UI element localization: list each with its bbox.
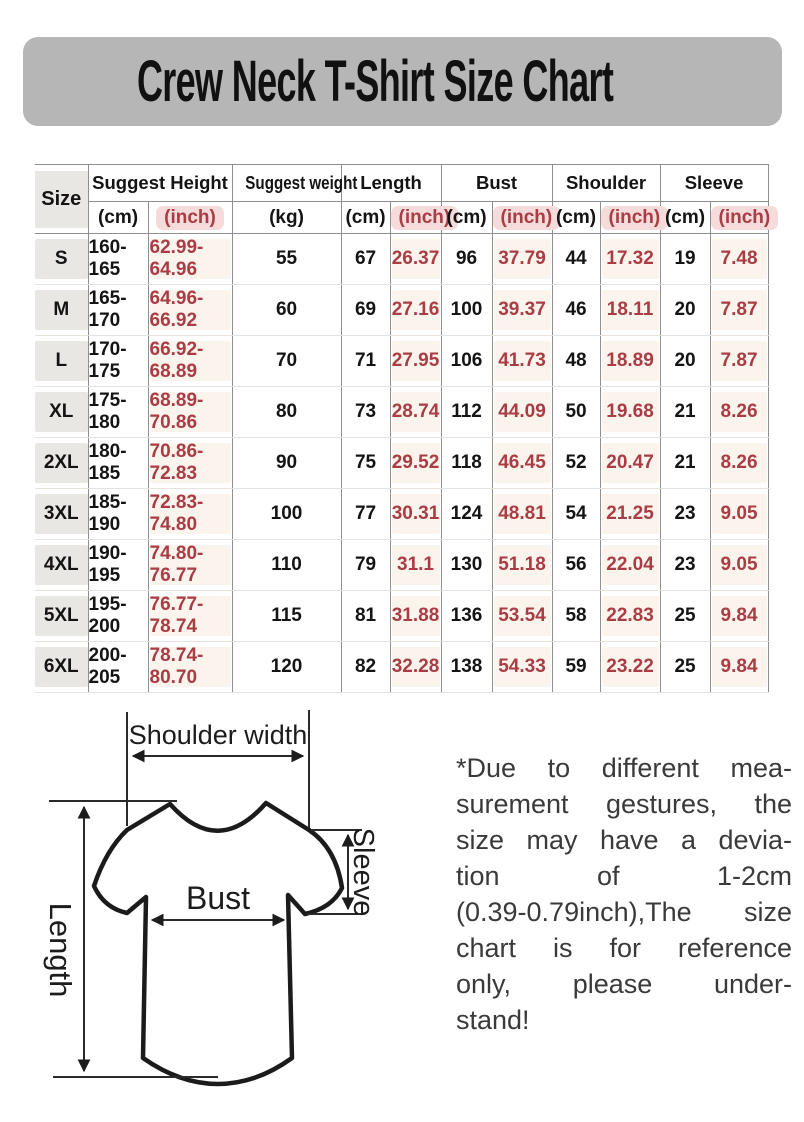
sleeve-inch-cell: 8.26 [710,387,768,438]
length-cm-cell: 73 [341,387,390,438]
length-inch-cell: 26.37 [390,234,441,285]
shoulder-cm-cell: 54 [552,489,600,540]
tshirt-outline [94,803,342,1084]
sleeve-inch-cell: 9.84 [710,642,768,693]
length-cm-cell: 81 [341,591,390,642]
shoulder-inch-cell: 18.11 [600,285,660,336]
height-inch-cell: 76.77-78.74 [148,591,232,642]
length-inch-cell: 31.1 [390,540,441,591]
bust-inch-cell: 51.18 [492,540,552,591]
length-cm-cell: 71 [341,336,390,387]
page-title: Crew Neck T-Shirt Size Chart [136,49,614,114]
height-inch-cell: 68.89-70.86 [148,387,232,438]
size-table-row [35,234,768,285]
table-units-row [35,202,768,234]
unit-cm: (cm) [88,202,148,234]
note-line: only, please under- [456,969,792,999]
length-inch-cell: 32.28 [390,642,441,693]
size-table-row [35,438,768,489]
sleeve-cm-cell: 19 [660,234,710,285]
bust-cm-cell: 100 [441,285,492,336]
length-inch-cell: 27.95 [390,336,441,387]
column-header-shoulder: Shoulder [552,165,660,202]
height-cm-cell: 195-200 [88,591,148,642]
length-inch-cell: 27.16 [390,285,441,336]
unit-inch: (inch) [600,202,660,234]
height-inch-cell: 70.86-72.83 [148,438,232,489]
sleeve-cm-cell: 25 [660,642,710,693]
height-inch-cell: 74.80-76.77 [148,540,232,591]
unit-cm: (cm) [660,202,710,234]
note-line: stand! [456,1005,530,1035]
shoulder-inch-cell: 23.22 [600,642,660,693]
unit-inch: (inch) [390,202,441,234]
title-banner [23,37,782,126]
bust-cm-cell: 138 [441,642,492,693]
bust-cm-cell: 112 [441,387,492,438]
sleeve-cm-cell: 21 [660,438,710,489]
length-inch-cell: 31.88 [390,591,441,642]
bust-inch-cell: 44.09 [492,387,552,438]
shoulder-cm-cell: 50 [552,387,600,438]
shoulder-inch-cell: 20.47 [600,438,660,489]
unit-cm: (cm) [552,202,600,234]
weight-kg-cell: 80 [232,387,341,438]
height-cm-cell: 185-190 [88,489,148,540]
measurement-note [456,750,792,1038]
diagram-label-sleeve: Sleeve [347,827,379,917]
height-inch-cell: 72.83-74.80 [148,489,232,540]
weight-kg-cell: 55 [232,234,341,285]
diagram-label-length: Length [43,902,78,998]
size-label-cell: 2XL [35,438,88,489]
shoulder-inch-cell: 22.04 [600,540,660,591]
height-inch-cell: 62.99-64.96 [148,234,232,285]
length-cm-cell: 77 [341,489,390,540]
weight-kg-cell: 115 [232,591,341,642]
weight-kg-cell: 110 [232,540,341,591]
bust-inch-cell: 41.73 [492,336,552,387]
size-table-row [35,642,768,693]
column-header-suggest-weight: Suggest weight [232,165,341,202]
size-label-cell: 5XL [35,591,88,642]
weight-kg-cell: 120 [232,642,341,693]
bust-cm-cell: 130 [441,540,492,591]
height-inch-cell: 78.74-80.70 [148,642,232,693]
sleeve-inch-cell: 8.26 [710,438,768,489]
tshirt-diagram-svg [18,698,442,1122]
column-header-length: Length [341,165,441,202]
size-table-row [35,591,768,642]
bust-inch-cell: 39.37 [492,285,552,336]
sleeve-inch-cell: 7.87 [710,285,768,336]
sleeve-cm-cell: 21 [660,387,710,438]
table-group-header-row [35,165,768,202]
height-cm-cell: 180-185 [88,438,148,489]
sleeve-cm-cell: 20 [660,336,710,387]
unit-cm: (cm) [341,202,390,234]
shoulder-cm-cell: 59 [552,642,600,693]
height-cm-cell: 170-175 [88,336,148,387]
weight-kg-cell: 90 [232,438,341,489]
sleeve-inch-cell: 9.05 [710,540,768,591]
shoulder-cm-cell: 58 [552,591,600,642]
note-line: chart is for reference [456,933,792,963]
size-table-row [35,489,768,540]
size-chart-table [35,164,769,693]
sleeve-inch-cell: 7.87 [710,336,768,387]
column-header-bust: Bust [441,165,552,202]
shoulder-inch-cell: 18.89 [600,336,660,387]
height-cm-cell: 190-195 [88,540,148,591]
bust-inch-cell: 53.54 [492,591,552,642]
sleeve-inch-cell: 7.48 [710,234,768,285]
unit-cm: (cm) [441,202,492,234]
bust-cm-cell: 118 [441,438,492,489]
height-cm-cell: 160-165 [88,234,148,285]
length-cm-cell: 75 [341,438,390,489]
length-cm-cell: 67 [341,234,390,285]
bust-cm-cell: 106 [441,336,492,387]
size-label-cell: S [35,234,88,285]
sleeve-inch-cell: 9.84 [710,591,768,642]
note-line: *Due to different mea- [456,753,792,783]
size-table-row [35,336,768,387]
size-label-cell: 4XL [35,540,88,591]
sleeve-cm-cell: 25 [660,591,710,642]
length-inch-cell: 28.74 [390,387,441,438]
shoulder-inch-cell: 17.32 [600,234,660,285]
bust-inch-cell: 48.81 [492,489,552,540]
height-inch-cell: 66.92-68.89 [148,336,232,387]
height-inch-cell: 64.96-66.92 [148,285,232,336]
sleeve-cm-cell: 23 [660,489,710,540]
bust-inch-cell: 46.45 [492,438,552,489]
note-line: tion of 1-2cm [456,861,792,891]
bust-cm-cell: 124 [441,489,492,540]
column-header-sleeve: Sleeve [660,165,768,202]
unit-inch: (inch) [148,202,232,234]
size-table-row [35,285,768,336]
shoulder-cm-cell: 46 [552,285,600,336]
bust-inch-cell: 37.79 [492,234,552,285]
length-cm-cell: 79 [341,540,390,591]
size-label-cell: L [35,336,88,387]
bust-inch-cell: 54.33 [492,642,552,693]
shoulder-cm-cell: 52 [552,438,600,489]
bust-cm-cell: 136 [441,591,492,642]
sleeve-inch-cell: 9.05 [710,489,768,540]
shoulder-cm-cell: 56 [552,540,600,591]
height-cm-cell: 165-170 [88,285,148,336]
weight-kg-cell: 70 [232,336,341,387]
shoulder-cm-cell: 44 [552,234,600,285]
note-line: size may have a devia- [456,825,792,855]
shoulder-cm-cell: 48 [552,336,600,387]
shoulder-inch-cell: 19.68 [600,387,660,438]
size-label-cell: XL [35,387,88,438]
sleeve-cm-cell: 20 [660,285,710,336]
note-line: (0.39-0.79inch),The size [456,897,792,927]
sleeve-cm-cell: 23 [660,540,710,591]
weight-kg-cell: 100 [232,489,341,540]
size-label-cell: 6XL [35,642,88,693]
size-table-body [35,234,768,693]
shoulder-inch-cell: 21.25 [600,489,660,540]
length-inch-cell: 29.52 [390,438,441,489]
size-table-row [35,540,768,591]
length-inch-cell: 30.31 [390,489,441,540]
size-label-cell: M [35,285,88,336]
column-header-size: Size [35,165,88,234]
unit-inch: (inch) [492,202,552,234]
shoulder-inch-cell: 22.83 [600,591,660,642]
bust-cm-cell: 96 [441,234,492,285]
column-header-suggest-height: Suggest Height [88,165,232,202]
size-label-cell: 3XL [35,489,88,540]
unit-kg: (kg) [232,202,341,234]
size-table-row [35,387,768,438]
length-cm-cell: 69 [341,285,390,336]
diagram-label-shoulder-width: Shoulder width [128,720,308,750]
height-cm-cell: 200-205 [88,642,148,693]
diagram-label-bust: Bust [185,880,251,916]
length-cm-cell: 82 [341,642,390,693]
tshirt-measurement-diagram [18,698,442,1122]
note-line: surement gestures, the [456,789,792,819]
height-cm-cell: 175-180 [88,387,148,438]
unit-inch: (inch) [710,202,768,234]
weight-kg-cell: 60 [232,285,341,336]
